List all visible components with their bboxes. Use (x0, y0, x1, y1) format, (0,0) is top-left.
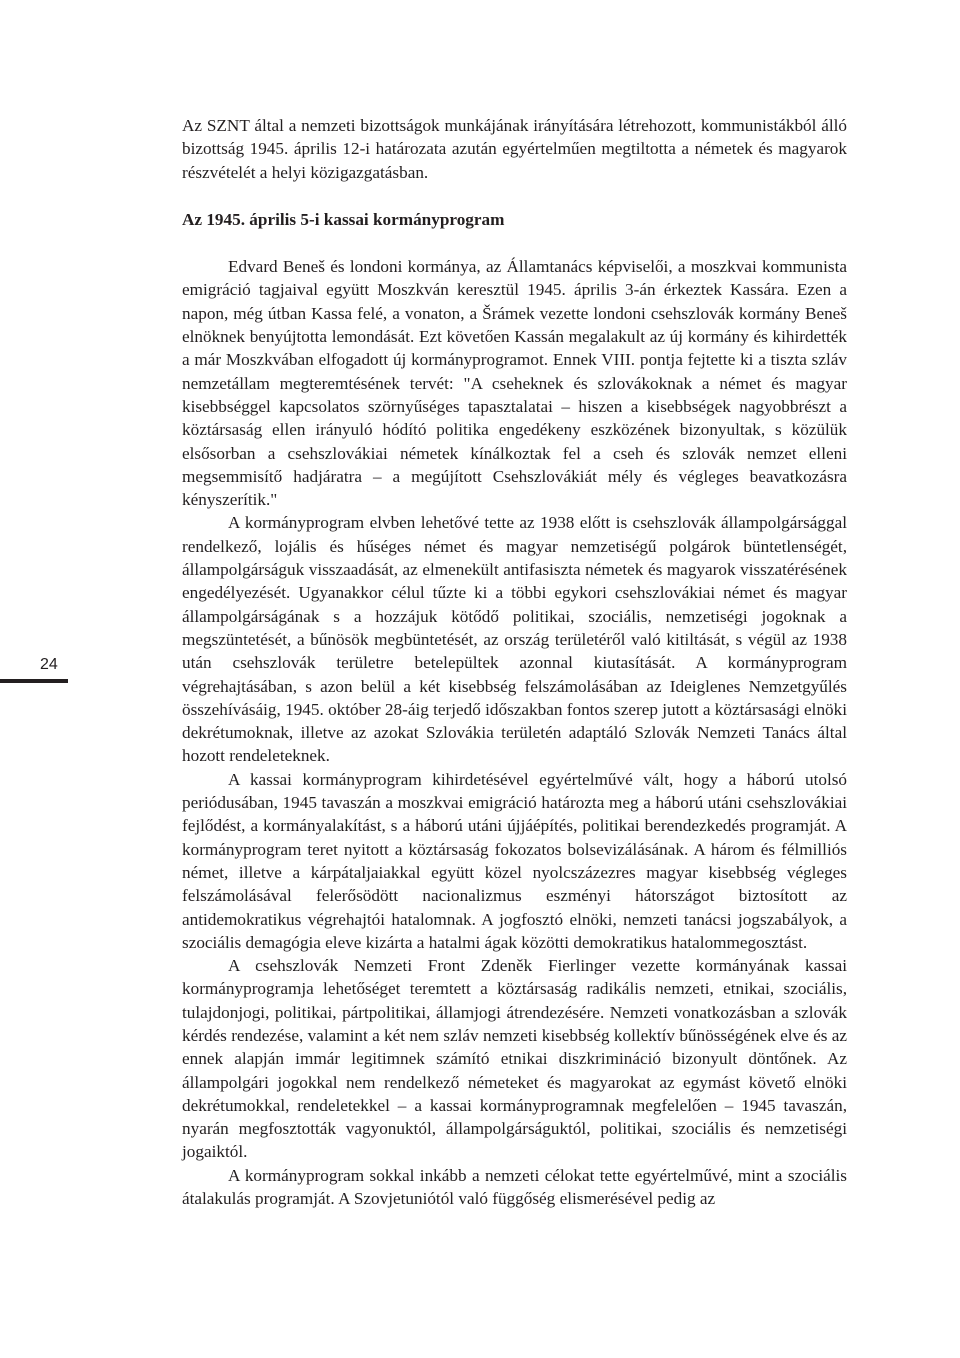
section-heading: Az 1945. április 5-i kassai kormányprogram (182, 209, 505, 229)
body-text (182, 114, 847, 1210)
paragraph: A csehszlovák Nemzeti Front Zdeněk Fierlinger vezette kormányának kassai kormányprogramja lehetőséget teremtett a köztársaság radikális nemzeti, etnikai, szociális, tulajdonjogi, politikai, pártpolitikai, államjogi átrendezésére. Nemzeti vonatkozásban a szlovák kérdés rendezése, valamint a két nem szláv nemzeti kisebbség kollektív bűnösségének elve és az ennek alapján immár legitimnek számító etnikai diszkrimináció bizonyult döntőnek. Az állampolgári jogokkal nem rendelkező németeket és magyarokat az egymást követő elnöki dekrétumokkal, rendeletekkel – a kassai kormányprogramnak megfelelően – 1945 tavaszán, nyarán megfosztották vagyonuktól, állampolgárságuktól, politikai, szociális és nemzetiségi jogaiktól. (182, 956, 847, 1162)
paragraph: A kassai kormányprogram kihirdetésével egyértelművé vált, hogy a háború utolsó periódusában, 1945 tavaszán a moszkvai emigráció határozta meg a háború utáni csehszlovákiai fejlődést, a kormányalakítást, s a háború utáni újjáépítés, politikai berendezkedés programját. A kormányprogram teret nyitott a köztársaság fokozatos bolsevizálásának. A három és félmilliós német, illetve a kárpátaljaiakkal együtt közel nyolcszázezres magyar kisebbség végleges felszámolásával felerősödött nacionalizmus eszményi hátországot biztosított az antidemokratikus végrehajtói hatalomnak. A jogfosztó elnöki, nemzeti tanácsi jogszabályok, a szociális demagógia eleve kizárta a hatalmi ágak közötti demokratikus hatalommegosztást. (182, 769, 847, 952)
intro-paragraph: Az SZNT által a nemzeti bizottságok munkájának irányítására létrehozott, kommunistákból álló bizottság 1945. április 12-i határozata azután egyértelműen megtiltotta a németek és magyarok részvételét a helyi közigazgatásban. (182, 116, 847, 182)
paragraph: A kormányprogram elvben lehetővé tette az 1938 előtt is csehszlovák állampolgársággal rendelkező, lojális és hűséges német és magyar nemzetiségű polgárok büntetlenségét, állampolgárságuk visszaadását, az elmenekült antifasiszta németek és magyarok visszatérésének engedélyezését. Ugyanakkor célul tűzte ki a többi egykori csehszlovákiai német és magyar állampolgárságának s a hozzájuk kötődő politikai, szociális, nemzetiségi jogoknak a megszüntetését, a bűnösök megbüntetését, az ország területéről való kitiltását, s végül az 1938 után csehszlovák területre betelepültek azonnal kiutasítását. A kormányprogram végrehajtásában, s azon belül a két kisebbség felszámolásában az Ideiglenes Nemzetgyűlés összehívásáig, 1945. október 28-áig terjedő időszakban fontos szerep jutott a köztársasági elnöki dekrétumoknak, illetve az azokat Szlovákia területén adaptáló Szlovák Nemzeti Tanács által hozott rendeleteknek. (182, 513, 847, 766)
page-number: 24 (40, 656, 58, 673)
page-number-rule (0, 679, 68, 683)
paragraph: Edvard Beneš és londoni kormánya, az Államtanács képviselői, a moszkvai kommunista emigráció tagjaival együtt Moszkván keresztül 1945. április 3-án érkeztek Kassára. Ezen a napon, még útban Kassa felé, a vonaton, a Šrámek vezette londoni csehszlovák kormány Beneš elnöknek benyújtotta lemondását. Ezt követően Kassán megalakult az új kormány és kihirdették a már Moszkvában elfogadott új kormányprogramot. Ennek VIII. pontja fejtette ki a tiszta szláv nemzetállam megteremtésének tervét: "A cseheknek és szlovákoknak a német és magyar kisebbséggel kapcsolatos szörnyűséges tapasztalatai – hiszen a kisebbségek nagyobbrészt a köztársaság ellen irányuló hódító politika engedékeny eszközének bizonyultak, s közülük elsősorban a csehszlovákiai németek kínálkoztak fel a cseh és szlovák nemzet elleni megsemmisítő hadjáratra – a megújított Csehszlovákiát mély és végleges beavatkozásra kényszerítik." (182, 257, 847, 510)
paragraph: A kormányprogram sokkal inkább a nemzeti célokat tette egyértelművé, mint a szociális átalakulás programját. A Szovjetuniótól való függőség elismerésével pedig az (182, 1165, 847, 1209)
